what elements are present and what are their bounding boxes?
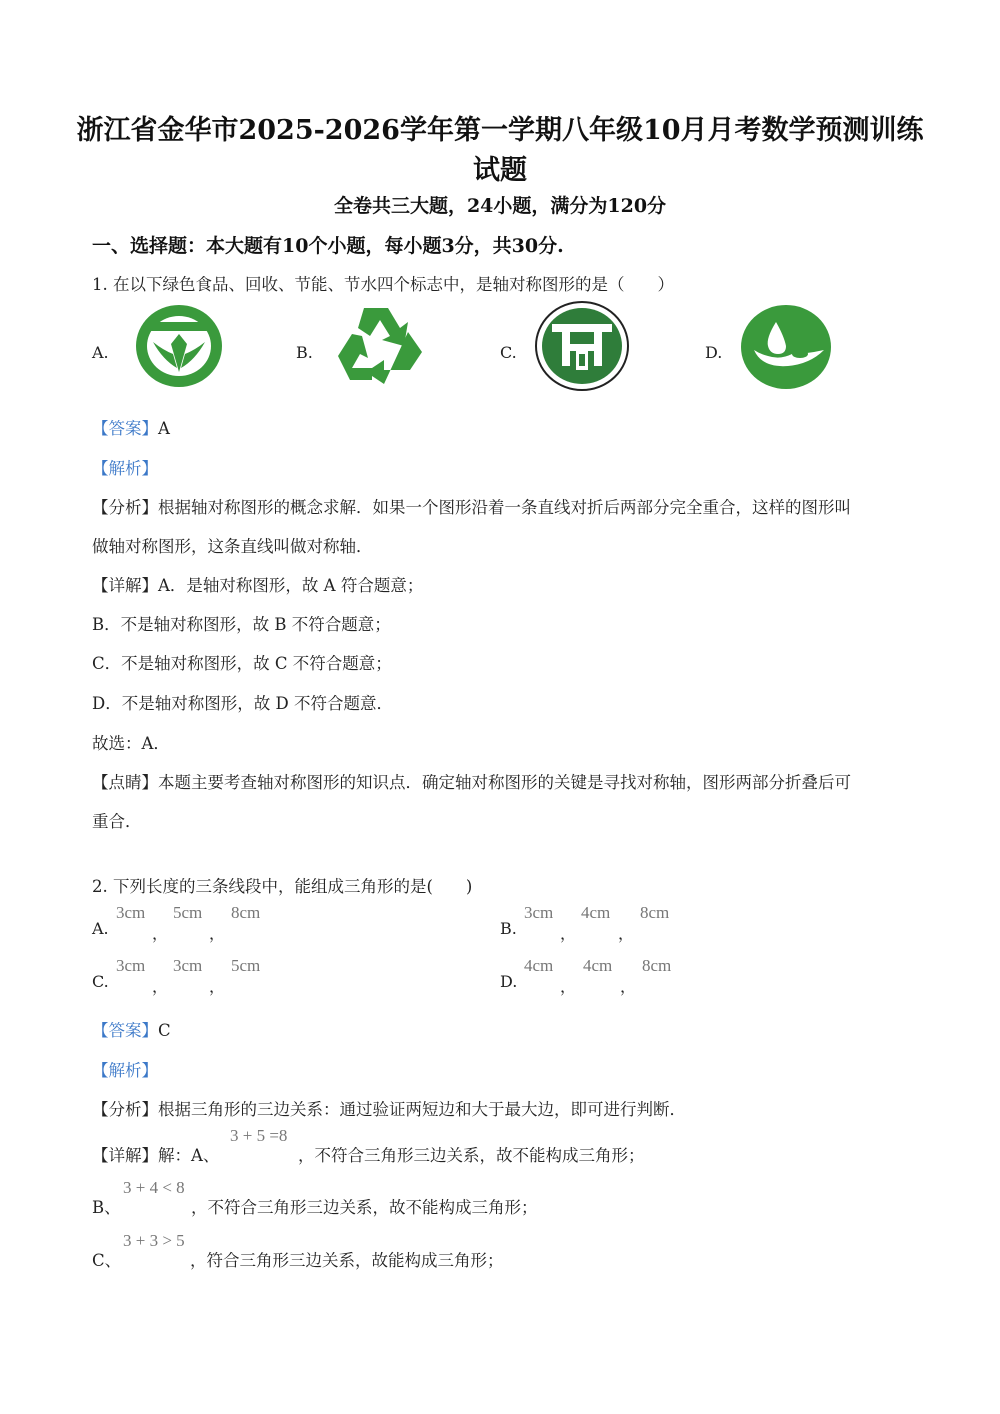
q1-option-b-label: B.: [296, 343, 313, 362]
q1-option-d-label: D.: [705, 343, 723, 362]
q1-xiangjie-text1: A．是轴对称图形，故 A 符合题意；: [158, 576, 424, 595]
q2-option-d-comma2: ，: [620, 977, 637, 996]
q2-option-d-comma1: ，: [560, 977, 577, 996]
q2-option-a-comma2: ，: [209, 924, 226, 943]
document-title-line2: 试题: [473, 155, 527, 186]
question-1-stem: 1. 在以下绿色食品、回收、节能、节水四个标志中，是轴对称图形的是（ ）: [92, 275, 674, 294]
q2-fenxi-line1: [92, 1096, 686, 1120]
q1-choose: 故选：A．: [92, 734, 170, 753]
q2-text-a: ，不符合三角形三边关系，故不能构成三角形；: [298, 1146, 645, 1165]
q1-detail-c: C．不是轴对称图形，故 C 不符合题意；: [92, 654, 392, 673]
q2-text-c: ，符合三角形三边关系，故能构成三角形；: [190, 1251, 504, 1270]
q2-xiangjie-line-a: [92, 1142, 219, 1166]
q2-option-a-comma1: ，: [152, 924, 169, 943]
q2-answer-value: C: [158, 1021, 171, 1040]
q1-answer-tag: 【答案】: [92, 419, 158, 438]
q2-math-b: 3 + 4 < 8: [123, 1178, 185, 1197]
recycle-logo-icon: [330, 300, 426, 388]
q1-xiangjie-line1: [92, 572, 423, 596]
q1-answer: [92, 415, 170, 439]
q2-text-b: ，不符合三角形三边关系，故不能构成三角形；: [191, 1198, 538, 1217]
q2-option-a-value2: 5cm: [173, 903, 203, 922]
q2-prefix-b: B、: [92, 1198, 121, 1217]
section-heading-choice: 一、选择题：本大题有10个小题，每小题3分，共30分.: [92, 235, 564, 257]
q2-option-c-value2: 3cm: [173, 956, 203, 975]
q2-option-d-label: D.: [500, 972, 518, 991]
q1-answer-value: A: [158, 419, 170, 438]
q2-math-a: 3 + 5 =8: [230, 1126, 288, 1145]
q1-fenxi-line1: [92, 494, 851, 518]
energy-saving-logo-icon: [534, 300, 630, 392]
q2-option-d-value1: 4cm: [524, 956, 554, 975]
q1-xiangjie-tag: 【详解】: [92, 576, 158, 595]
q2-option-b-value3: 8cm: [640, 903, 670, 922]
q2-option-b-value2: 4cm: [581, 903, 611, 922]
q2-option-a-value1: 3cm: [116, 903, 146, 922]
document-title-line1: 浙江省金华市2025-2026学年第一学期八年级10月月考数学预测训练: [76, 115, 924, 146]
q2-option-d-value2: 4cm: [583, 956, 613, 975]
q2-option-b-label: B.: [500, 919, 517, 938]
q2-xiangjie-prefix: 解：A、: [158, 1146, 220, 1165]
q2-option-b-value1: 3cm: [524, 903, 554, 922]
q2-option-c-value3: 5cm: [231, 956, 261, 975]
q1-detail-b: B．不是轴对称图形，故 B 不符合题意；: [92, 615, 391, 634]
q1-fenxi-line2: 做轴对称图形，这条直线叫做对称轴．: [92, 537, 373, 556]
q1-option-a-label: A.: [92, 343, 109, 362]
q2-option-c-value1: 3cm: [116, 956, 146, 975]
q2-prefix-c: C、: [92, 1251, 122, 1270]
q1-fenxi-tag: 【分析】: [92, 498, 158, 517]
q1-dianjing-tag: 【点睛】: [92, 773, 158, 792]
q1-dianjing-text1: 本题主要考查轴对称图形的知识点．确定轴对称图形的关键是寻找对称轴，图形两部分折叠后可: [158, 773, 851, 792]
q1-fenxi-text1: 根据轴对称图形的概念求解．如果一个图形沿着一条直线对折后两部分完全重合，这样的图形叫: [158, 498, 851, 517]
q2-option-c-label: C.: [92, 972, 109, 991]
document-subtitle: 全卷共三大题，24小题，满分为120分: [333, 195, 667, 217]
q2-analysis-tag: 【解析】: [92, 1061, 158, 1080]
q1-analysis-tag: 【解析】: [92, 459, 158, 478]
green-food-logo-icon: [133, 302, 225, 390]
water-saving-logo-icon: [740, 304, 832, 390]
q1-option-c-label: C.: [500, 343, 517, 362]
q1-detail-d: D．不是轴对称图形，故 D 不符合题意．: [92, 694, 393, 713]
q2-option-b-comma2: ，: [618, 924, 635, 943]
q1-dianjing-line2: 重合．: [92, 812, 142, 831]
q2-answer: [92, 1017, 171, 1041]
q1-dianjing-line1: [92, 769, 851, 793]
q2-answer-tag: 【答案】: [92, 1021, 158, 1040]
q2-option-c-comma1: ，: [152, 977, 169, 996]
q2-option-d-value3: 8cm: [642, 956, 672, 975]
q2-fenxi-tag: 【分析】: [92, 1100, 158, 1119]
q2-option-a-value3: 8cm: [231, 903, 261, 922]
q2-option-c-comma2: ，: [209, 977, 226, 996]
q2-math-c: 3 + 3 > 5: [123, 1231, 185, 1250]
question-2-stem: 2. 下列长度的三条线段中，能组成三角形的是( ): [92, 877, 473, 896]
q2-option-b-comma1: ，: [560, 924, 577, 943]
q2-fenxi-text1: 根据三角形的三边关系：通过验证两短边和大于最大边，即可进行判断．: [158, 1100, 686, 1119]
q2-xiangjie-tag: 【详解】: [92, 1146, 158, 1165]
q2-option-a-label: A.: [92, 919, 109, 938]
